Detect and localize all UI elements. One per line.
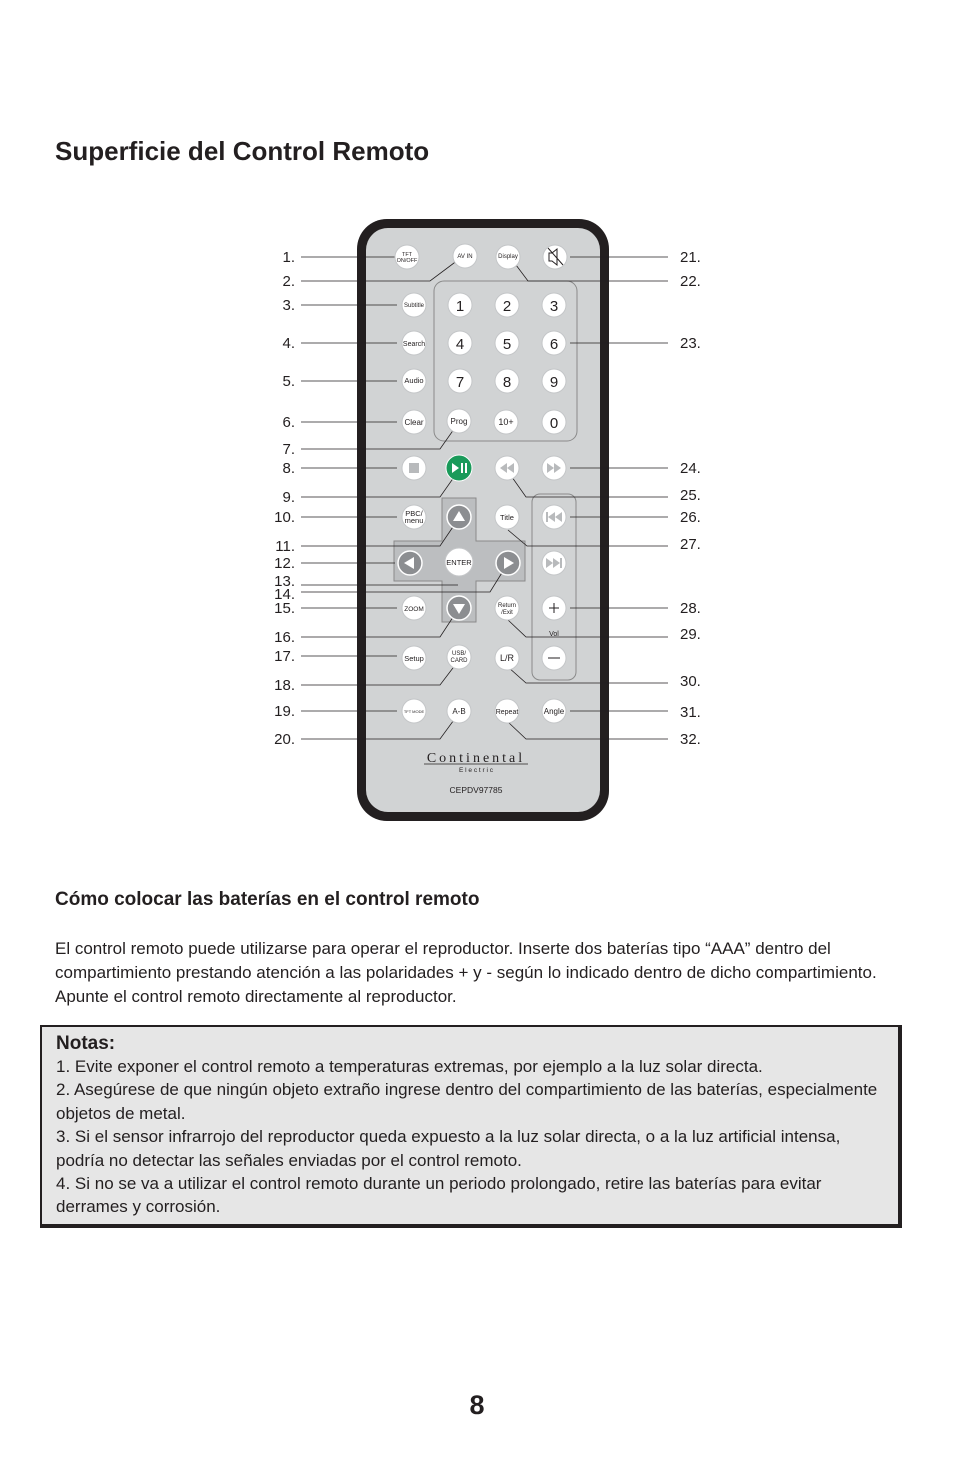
button-label: USB/ [451, 651, 467, 657]
callout-19: 19. [274, 703, 295, 720]
callout-5: 5. [282, 373, 295, 390]
button-label: ZOOM [404, 606, 424, 613]
remote-control-figure [0, 200, 954, 840]
callout-23: 23. [680, 335, 701, 352]
button-label: Prog [450, 417, 468, 426]
callout-12: 12. [274, 555, 295, 572]
button-label: menu [404, 516, 424, 525]
button-label: Subtitle [403, 303, 425, 309]
note-item: 2. Asegúrese de que ningún objeto extraño ingrese dentro del compartimiento de las baterías, especialmente objetos de metal. [56, 1080, 878, 1123]
note-item: 3. Si el sensor infrarrojo del reproductor queda expuesto a la luz solar directa, o a la luz artificial intensa, podría no detectar las señales enviadas por el control remoto. [56, 1127, 841, 1170]
callout-14: 14. [274, 586, 295, 603]
callout-3: 3. [282, 297, 295, 314]
page-number: 8 [469, 1390, 485, 1420]
notes-box [40, 1025, 902, 1228]
callout-4: 4. [282, 335, 295, 352]
button-label: Setup [404, 654, 424, 663]
button-label: TFT [401, 252, 413, 258]
button-label: Repeat [495, 709, 519, 716]
callout-24: 24. [680, 460, 701, 477]
callout-29: 29. [680, 626, 701, 643]
callout-31: 31. [680, 704, 701, 721]
callout-9: 9. [282, 489, 295, 506]
callout-17: 17. [274, 648, 295, 665]
right-labels [680, 249, 701, 748]
callout-27: 27. [680, 536, 701, 553]
button-label: 1 [455, 298, 465, 315]
callout-22: 22. [680, 273, 701, 290]
button-label: /Exit [501, 610, 513, 616]
callout-11: 11. [275, 538, 295, 555]
intro-paragraph: El control remoto puede utilizarse para operar el reproductor. Inserte dos baterías tipo “AAA” dentro del compartimiento prestando atención a las polaridades + y - según lo indicado dentro de dicho compartimiento. Apunte el control remoto directamente al reproductor. [55, 939, 877, 1006]
button-label: 6 [549, 336, 559, 353]
model-number: CEPDV97785 [449, 785, 503, 795]
note-item: 4. Si no se va a utilizar el control remoto durante un periodo prolongado, retire las baterías para evitar derrames y corrosión. [56, 1174, 822, 1217]
button-label: 8 [502, 374, 512, 391]
callout-18: 18. [274, 677, 295, 694]
callout-7: 7. [282, 441, 295, 458]
button-label: Title [500, 513, 514, 522]
button-label: Vol [549, 631, 559, 638]
brand-logo: Continental [426, 751, 526, 766]
callout-26: 26. [680, 509, 701, 526]
button-label: 0 [549, 415, 559, 432]
mute-button [543, 245, 567, 269]
button-label: L/R [499, 653, 515, 663]
button-label: AV IN [457, 254, 473, 260]
button-label: TFT MODE [403, 709, 425, 714]
button-label: CARD [450, 658, 468, 664]
button-label: 5 [502, 336, 512, 353]
button-label: PBC/ [405, 509, 423, 518]
note-item: 1. Evite exponer el control remoto a temperaturas extremas, por ejemplo a la luz solar directa. [56, 1057, 763, 1076]
left-labels [274, 249, 295, 748]
button-label: 7 [455, 374, 465, 391]
button-label: Clear [404, 418, 424, 427]
button-label: 9 [549, 374, 559, 391]
section-heading: Cómo colocar las baterías en el control remoto [55, 889, 480, 910]
callout-15: 15. [274, 600, 295, 617]
button-label: 2 [502, 298, 512, 315]
callout-28: 28. [680, 600, 701, 617]
callout-32: 32. [680, 731, 701, 748]
callout-25: 25. [680, 487, 701, 504]
button-label: A-B [452, 707, 466, 716]
button-label: Audio [404, 376, 424, 385]
callout-20: 20. [274, 731, 295, 748]
callout-30: 30. [680, 673, 701, 690]
callout-2: 2. [282, 273, 295, 290]
notes-title: Notas: [56, 1033, 116, 1054]
callout-8: 8. [282, 460, 295, 477]
callout-6: 6. [282, 414, 295, 431]
notes-list [56, 1055, 886, 1219]
callout-16: 16. [274, 629, 295, 646]
button-label: 3 [549, 298, 559, 315]
page-title: Superficie del Control Remoto [55, 136, 430, 166]
callout-13: 13. [274, 573, 295, 590]
button-label: ON/OFF [396, 258, 418, 264]
button-label: ENTER [446, 558, 472, 567]
callout-1: 1. [282, 249, 295, 266]
button-label: 4 [455, 336, 465, 353]
button-label: 10+ [498, 417, 514, 427]
callout-21: 21. [680, 249, 701, 266]
button-label: Return [497, 603, 517, 609]
usb-card-button [447, 645, 471, 669]
stop-icon [409, 463, 419, 473]
button-label: Search [402, 341, 426, 348]
button-label: Display [498, 254, 518, 260]
brand-sub: E l e c t r i c [459, 767, 493, 774]
button-label: Angle [543, 707, 565, 716]
callout-10: 10. [274, 509, 295, 526]
